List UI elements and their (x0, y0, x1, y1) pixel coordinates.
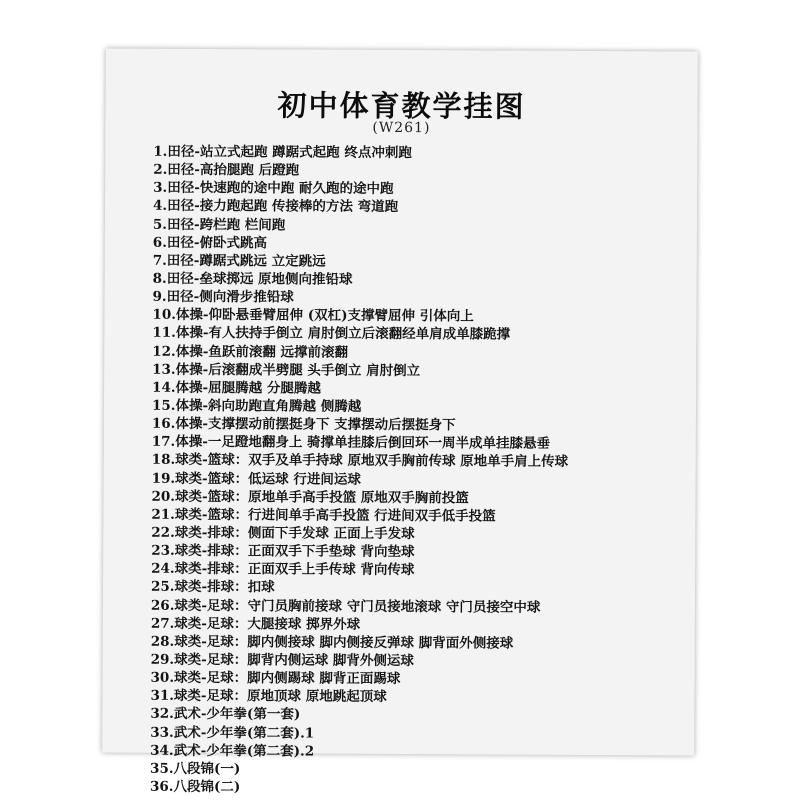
list-item: 33.武术-少年拳(第二套).1 (150, 724, 315, 742)
list-item: 8.田径-垒球掷远 原地侧向推铅球 (152, 270, 353, 288)
document-code: (W261) (372, 119, 431, 137)
list-item: 18.球类-篮球：双手及单手持球 原地双手胸前传球 原地单手肩上传球 (151, 452, 569, 471)
list-item: 34.武术-少年拳(第二套).2 (150, 742, 315, 760)
document-sheet (102, 48, 698, 796)
list-item: 32.武术-少年拳(第一套) (150, 706, 301, 723)
list-item: 15.体操-斜向助跑直角腾越 侧腾越 (151, 397, 362, 415)
list-item: 20.球类-篮球：原地单手高手投篮 原地双手胸前投篮 (151, 488, 469, 507)
list-item: 7.田径-蹲踞式跳远 立定跳远 (152, 252, 326, 270)
list-item: 27.球类-足球：大腿接球 掷界外球 (150, 615, 361, 633)
list-item: 36.八段锦(二) (149, 778, 241, 796)
list-item: 1.田径-站立式起跑 蹲踞式起跑 终点冲刺跑 (153, 143, 412, 162)
list-item: 16.体操-支撑摆动前摆挺身下 支撑摆动后摆挺身下 (151, 415, 456, 434)
list-item: 14.体操-屈腿腾越 分腿腾越 (152, 379, 321, 397)
list-item: 11.体操-有人扶持手倒立 肩肘倒立后滚翻经单肩成单膝跪撑 (152, 325, 511, 343)
list-item: 13.体操-后滚翻成半劈腿 头手倒立 肩肘倒立 (152, 361, 421, 379)
list-item: 31.球类-足球：原地顶球 原地跳起顶球 (150, 687, 387, 706)
list-item: 4.田径-接力跑起跑 传接棒的方法 弯道跑 (152, 198, 399, 216)
list-item: 26.球类-足球：守门员胸前接球 守门员接地滚球 守门员接空中球 (150, 597, 541, 616)
list-item: 29.球类-足球：脚背内侧运球 脚背外侧运球 (150, 651, 414, 670)
list-item: 2.田径-高抬腿跑 后蹬跑 (153, 161, 300, 179)
list-item: 6.田径-俯卧式跳高 (152, 234, 268, 252)
item-list (150, 143, 570, 798)
list-item: 19.球类-篮球：低运球 行进间运球 (151, 470, 361, 488)
document-title: 初中体育教学挂图 (277, 88, 526, 124)
list-item: 9.田径-侧向滑步推铅球 (152, 288, 294, 306)
list-item: 23.球类-排球：正面双手下手垫球 背向垫球 (151, 542, 415, 561)
list-item: 5.田径-跨栏跑 栏间跑 (152, 216, 286, 233)
list-item: 3.田径-快速跑的途中跑 耐久跑的途中跑 (153, 179, 394, 198)
list-item: 28.球类-足球：脚内侧接球 脚内侧接反弹球 脚背面外侧接球 (150, 633, 514, 652)
list-item: 17.体操-一足蹬地翻身上 骑撑单挂膝后倒回环一周半成单挂膝悬垂 (151, 433, 551, 453)
list-item: 22.球类-排球：侧面下手发球 正面上手发球 (151, 524, 415, 543)
list-item: 25.球类-排球：扣球 (150, 579, 275, 596)
list-item: 24.球类-排球：正面双手上手传球 背向传球 (151, 560, 415, 579)
list-item: 35.八段锦(一) (150, 760, 241, 777)
list-item: 21.球类-篮球：行进间单手高手投篮 行进间双手低手投篮 (151, 506, 496, 525)
list-item: 12.体操-鱼跃前滚翻 远撑前滚翻 (152, 343, 349, 361)
list-item: 10.体操-仰卧悬垂臂屈伸 (双杠)支撑臂屈伸 引体向上 (152, 306, 474, 325)
list-item: 30.球类-足球：脚内侧踢球 脚背正面踢球 (150, 669, 401, 688)
